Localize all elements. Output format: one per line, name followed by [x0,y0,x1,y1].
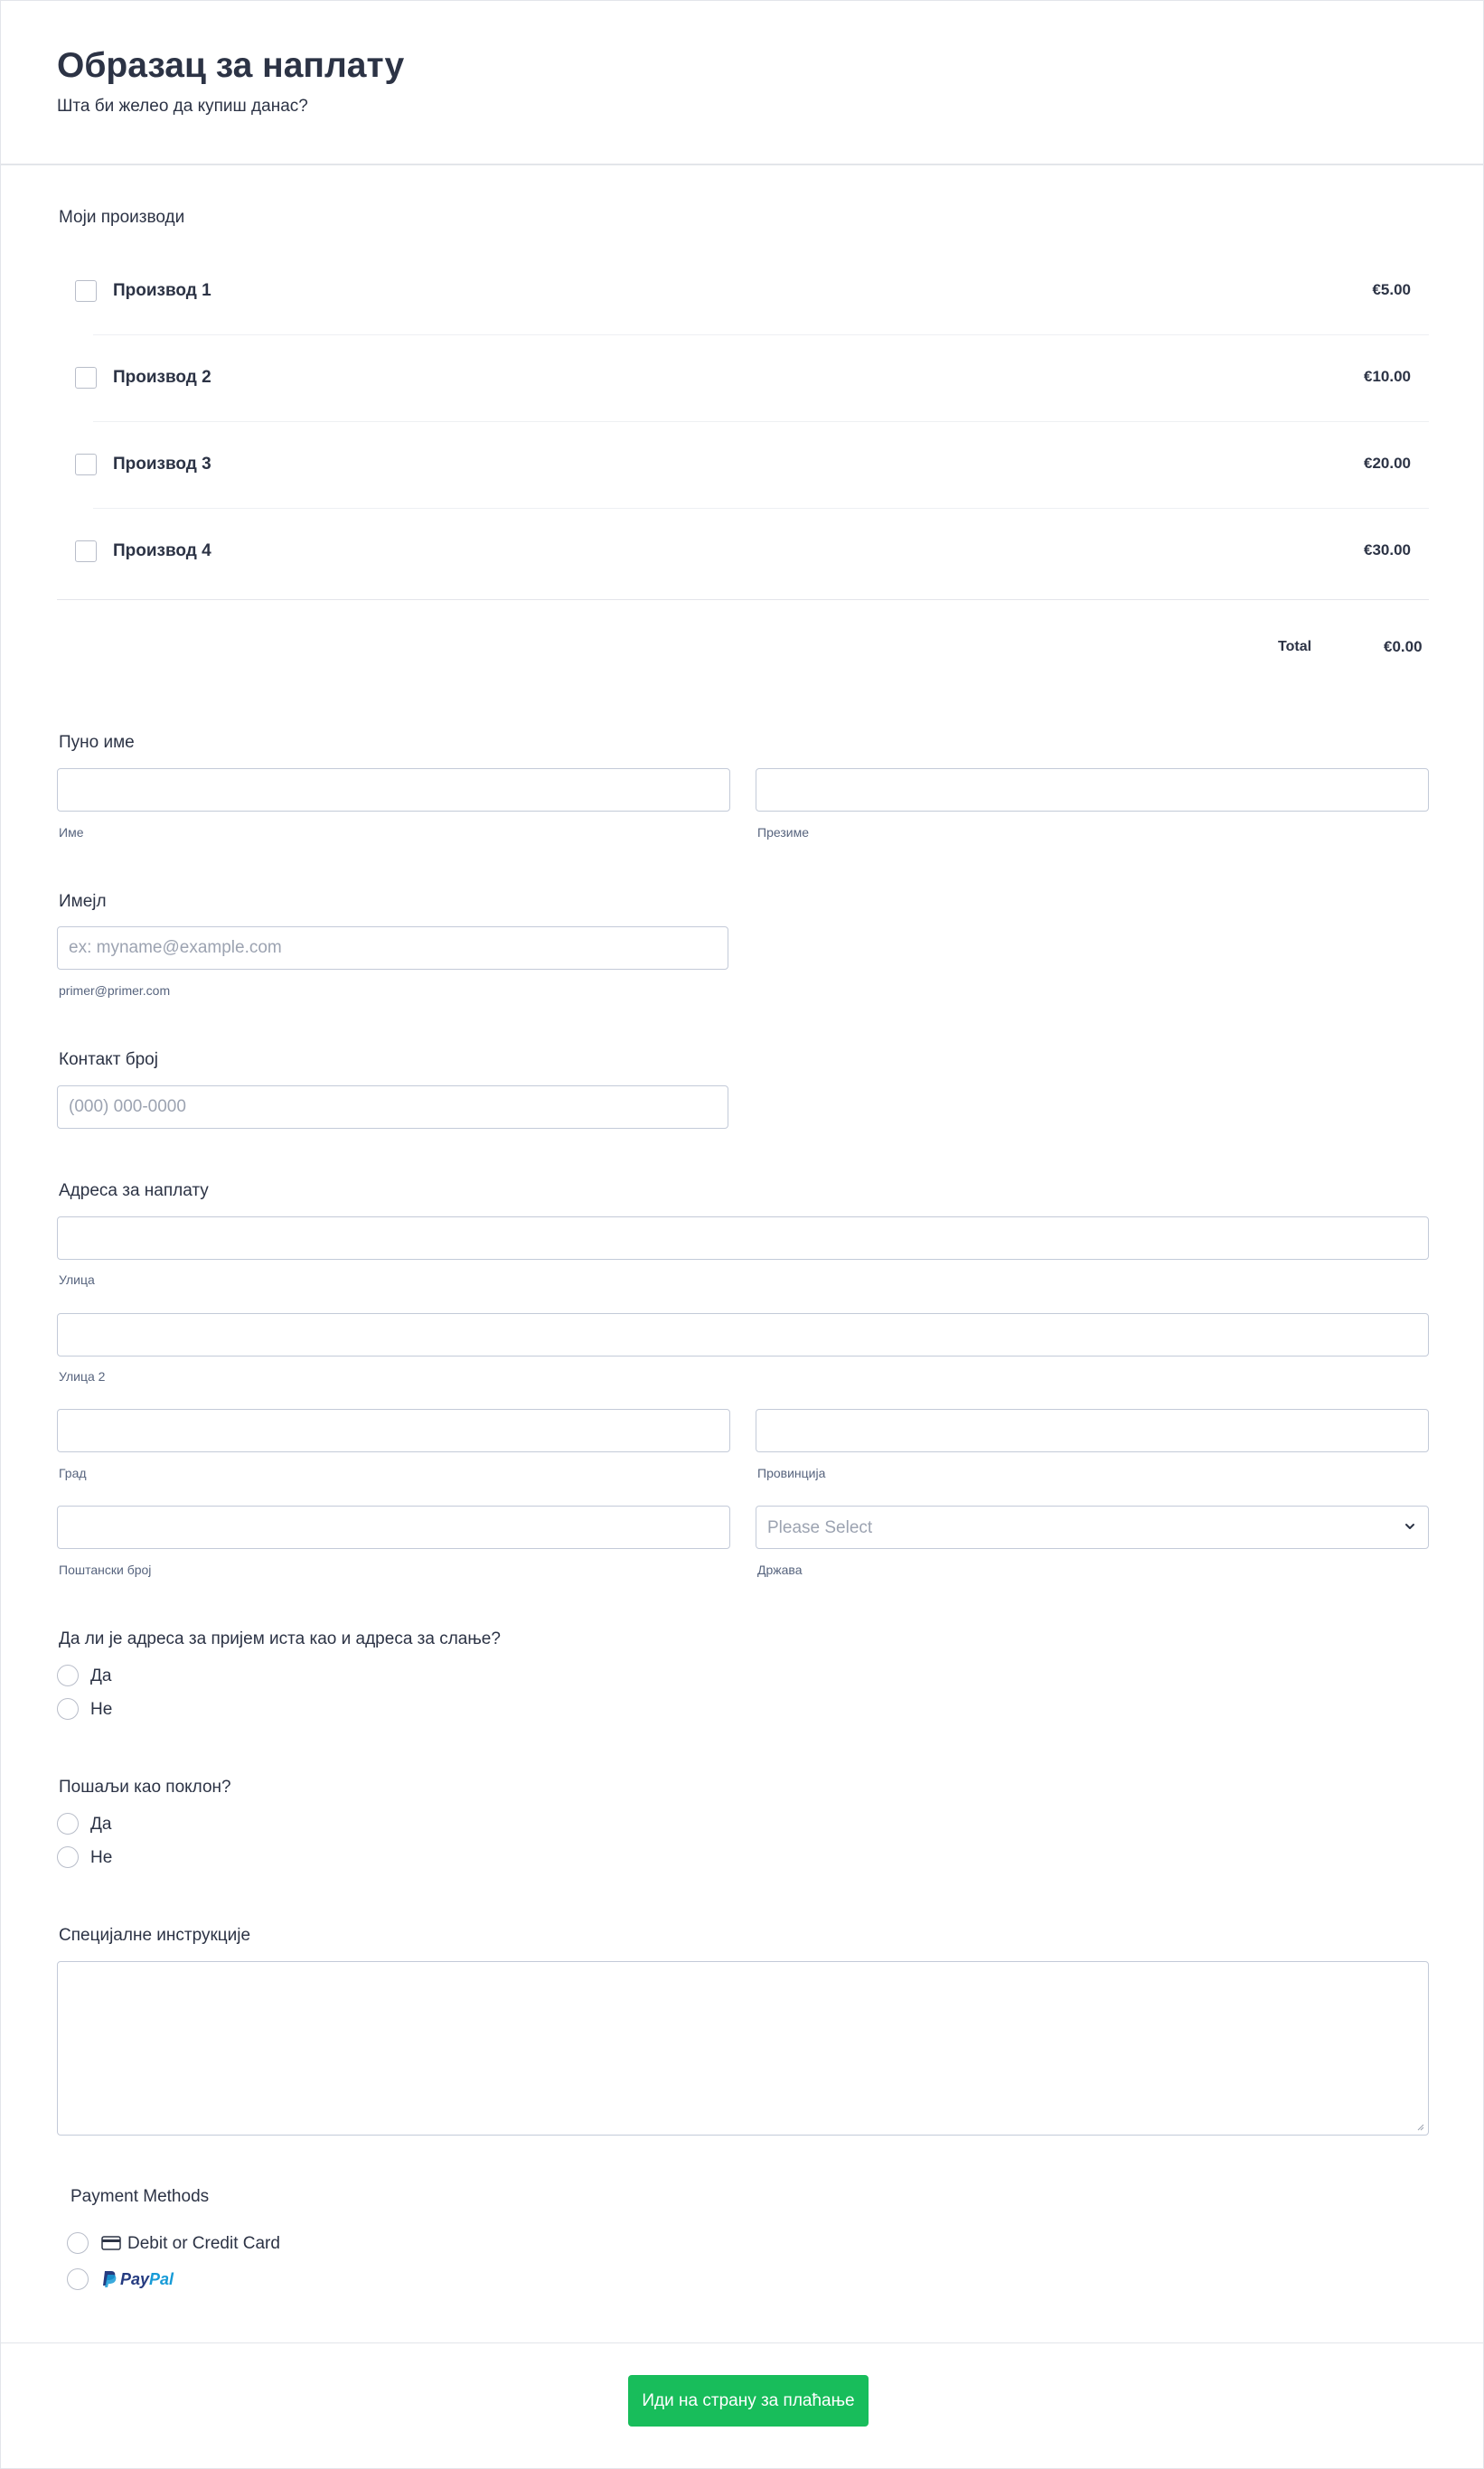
product-checkbox[interactable] [75,454,97,475]
same-address-no-radio[interactable] [57,1698,79,1720]
gift-no-label[interactable]: Не [90,1848,113,1867]
country-sublabel: Држава [757,1563,803,1577]
gift-no-radio[interactable] [57,1846,79,1868]
instructions-textarea[interactable] [57,1961,1429,2136]
first-name-input[interactable] [57,768,730,812]
first-name-sublabel: Име [59,825,84,840]
chevron-down-icon [1403,1519,1417,1534]
same-address-yes-radio[interactable] [57,1665,79,1686]
phone-label: Контакт број [59,1050,158,1069]
page-subtitle: Шта би желео да купиш данас? [57,97,308,116]
street2-input[interactable] [57,1313,1429,1357]
resize-handle-icon[interactable] [1415,2122,1424,2131]
city-sublabel: Град [59,1466,87,1480]
country-select[interactable] [756,1506,1429,1549]
country-select-value: Please Select [767,1518,873,1537]
paypal-logo-pay: Pay [120,2270,150,2288]
credit-card-icon [101,2236,121,2250]
product-name: Производ 3 [113,455,211,474]
product-price: €20.00 [1364,455,1411,472]
email-field[interactable] [57,926,728,970]
products-divider [57,599,1429,600]
last-name-sublabel: Презиме [757,825,809,840]
submit-button[interactable]: Иди на страну за плаћање [628,2375,869,2427]
province-sublabel: Провинција [757,1466,826,1480]
product-name: Производ 2 [113,368,211,387]
same-address-yes-label[interactable]: Да [90,1666,112,1685]
paypal-radio[interactable] [67,2268,89,2290]
product-row[interactable] [57,422,1429,509]
payment-methods-label: Payment Methods [70,2187,210,2206]
paypal-logo[interactable] [120,2270,174,2289]
full-name-label: Пуно име [59,733,135,752]
same-address-no-label[interactable]: Не [90,1700,113,1719]
email-sublabel: primer@primer.com [59,983,171,998]
total-label: Total [1278,639,1312,654]
product-name: Производ 1 [113,281,211,300]
footer-divider [1,2342,1484,2343]
product-row[interactable] [57,249,1429,335]
product-name: Производ 4 [113,541,211,560]
zip-sublabel: Поштански број [59,1563,152,1577]
product-checkbox[interactable] [75,540,97,562]
product-checkbox[interactable] [75,367,97,389]
city-input[interactable] [57,1409,730,1452]
card-radio[interactable] [67,2232,89,2254]
gift-yes-radio[interactable] [57,1813,79,1835]
total-value: €0.00 [1384,638,1423,655]
form-header [1,1,1484,165]
product-row[interactable] [57,509,1429,596]
instructions-label: Специјалне инструкције [59,1926,251,1945]
paypal-logo-pal: Pal [149,2270,174,2288]
card-label[interactable]: Debit or Credit Card [127,2234,280,2253]
street2-sublabel: Улица 2 [59,1369,106,1384]
gift-yes-label[interactable]: Да [90,1815,112,1834]
product-price: €30.00 [1364,541,1411,559]
product-checkbox[interactable] [75,280,97,302]
paypal-icon [101,2269,117,2289]
product-price: €10.00 [1364,368,1411,385]
zip-input[interactable] [57,1506,730,1549]
gift-label: Пошаљи као поклон? [59,1778,231,1797]
product-row[interactable] [57,335,1429,422]
street-sublabel: Улица [59,1272,95,1287]
product-price: €5.00 [1372,281,1411,298]
page-title: Образац за наплату [57,46,405,85]
address-label: Адреса за наплату [59,1181,209,1200]
products-label: Моји производи [59,208,185,227]
province-input[interactable] [756,1409,1429,1452]
last-name-input[interactable] [756,768,1429,812]
same-address-label: Да ли је адреса за пријем иста као и адреса за слање? [59,1629,501,1648]
email-label: Имејл [59,892,107,911]
phone-field[interactable] [57,1085,728,1129]
street-input[interactable] [57,1216,1429,1260]
